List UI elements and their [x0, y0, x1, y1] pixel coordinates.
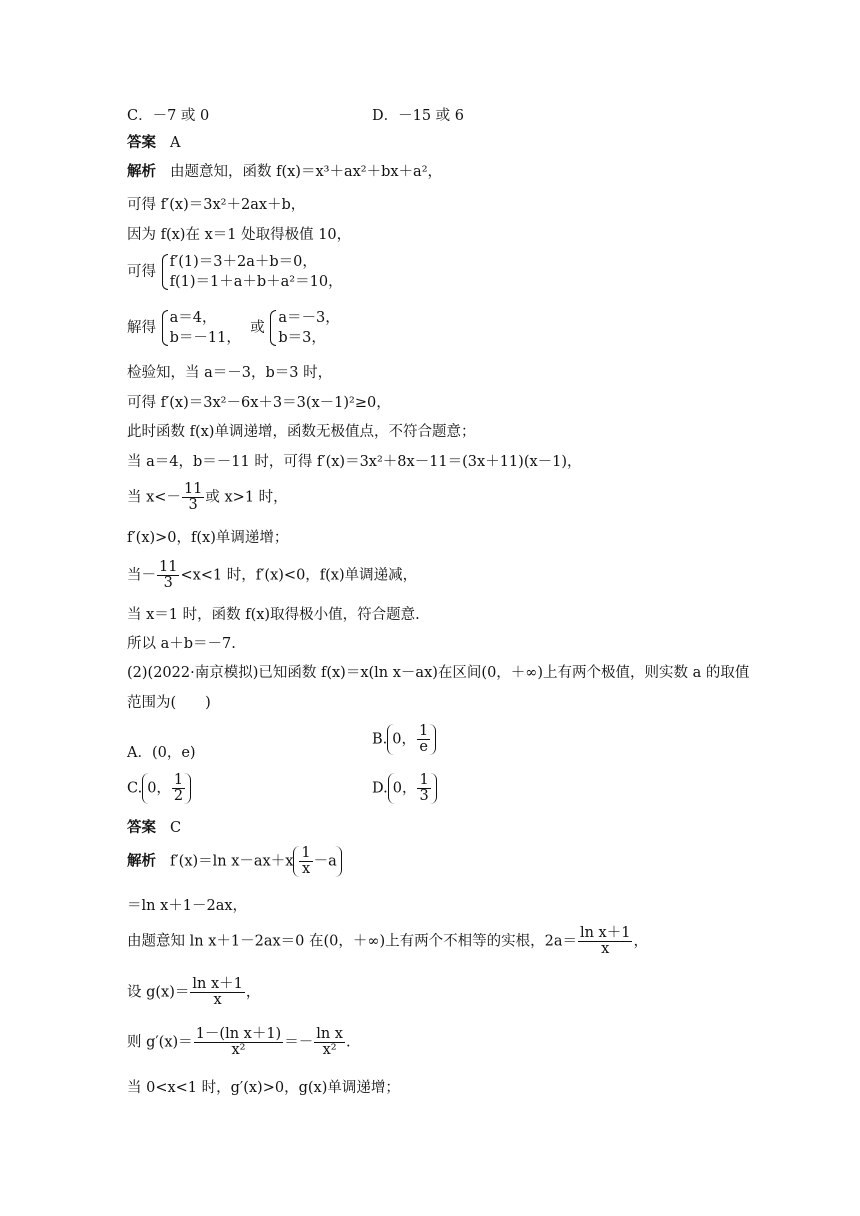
numerator: 1－(ln x＋1)	[195, 1026, 282, 1042]
solution-line: ＝ln x＋1－2ax，	[127, 898, 248, 914]
solution-line: 因为 f(x)在 x＝1 处取得极值 10，	[127, 227, 352, 243]
fraction	[578, 926, 633, 957]
answer-value: A	[170, 135, 181, 151]
solution-line: 检验知，当 a＝－3，b＝3 时，	[127, 365, 333, 381]
denominator: x	[301, 861, 311, 877]
fraction	[157, 560, 179, 591]
solution-line: 可得 f′(x)＝3x²－6x＋3＝3(x－1)²≥0，	[127, 395, 391, 411]
denominator: x	[601, 941, 610, 957]
parenthesized-expression	[293, 846, 341, 877]
option-label: D.	[372, 780, 388, 797]
answer-label: 答案	[127, 820, 156, 836]
solution-text: 解得	[127, 320, 156, 336]
equation: b＝3，	[278, 330, 326, 346]
solution-line: 当 x＝1 时，函数 f(x)取得极小值，符合题意.	[127, 607, 420, 623]
equation: a＝4，	[169, 310, 217, 326]
equation: a＝－3，	[278, 310, 340, 326]
numerator: 1	[301, 845, 311, 861]
equation-system	[161, 252, 343, 292]
fraction	[190, 977, 245, 1008]
interval-start: 0，	[392, 731, 416, 748]
solution-text: .	[345, 1034, 351, 1051]
option-c: C．－7 或 0	[127, 108, 210, 124]
option-label: C.	[127, 780, 143, 797]
solution-line	[127, 846, 342, 877]
solution-text: ，	[245, 984, 261, 1001]
solution-text: <x<1 时，f′(x)<0，f(x)单调递减，	[180, 567, 418, 584]
denominator: 3	[163, 575, 173, 591]
numerator: 1	[419, 723, 429, 739]
equation: f(1)＝1＋a＋b＋a²＝10，	[169, 274, 343, 290]
fraction	[417, 773, 430, 804]
solution-line: 可得 f′(x)＝3x²＋2ax＋b，	[127, 197, 306, 213]
equation: f′(1)＝3＋2a＋b＝0，	[169, 254, 317, 270]
solution-text: 或 x>1 时，	[205, 489, 288, 506]
option-b	[372, 724, 436, 755]
fraction	[299, 846, 312, 877]
solution-text: 或	[250, 320, 265, 336]
solution-line: 当 0<x<1 时，g′(x)>0，g(x)单调递增；	[127, 1080, 400, 1096]
interval-start: 0，	[147, 780, 171, 797]
numerator: ln x＋1	[192, 976, 243, 992]
denominator: x²	[231, 1042, 246, 1058]
fraction	[172, 773, 185, 804]
denominator: 3	[419, 788, 429, 804]
solution-line	[127, 252, 343, 292]
interval	[388, 773, 437, 804]
solution-line	[127, 482, 288, 513]
equation-system	[269, 308, 339, 348]
option-c	[127, 773, 191, 804]
solution-line	[127, 977, 260, 1008]
solution-text: ，	[633, 933, 648, 950]
solution-text: 当－	[127, 567, 156, 584]
equation: b＝－11，	[169, 330, 241, 346]
solution-label: 解析	[127, 853, 156, 870]
solution-line	[127, 926, 648, 957]
solution-text: 当 x<－	[127, 489, 181, 506]
solution-text: 由题意知 ln x＋1－2ax＝0 在(0，＋∞)上有两个不相等的实根，2a＝	[127, 933, 577, 950]
option-a: A．(0，e)	[127, 745, 196, 761]
denominator: 3	[188, 497, 198, 513]
fraction	[194, 1027, 284, 1058]
solution-text: 可得	[127, 264, 156, 280]
fraction	[417, 724, 430, 755]
answer-label: 答案	[127, 135, 156, 151]
solution-text: ＝－	[284, 1034, 314, 1051]
solution-text: 设 g(x)＝	[127, 984, 190, 1001]
solution-line: 此时函数 f(x)单调递增，函数无极值点，不符合题意；	[127, 424, 476, 440]
equation-system	[161, 308, 240, 348]
option-d	[372, 773, 437, 804]
solution-line: 所以 a＋b＝－7.	[127, 636, 236, 652]
solution-line	[127, 308, 340, 348]
fraction	[182, 482, 204, 513]
solution-text: 则 g′(x)＝	[127, 1034, 193, 1051]
interval	[387, 724, 436, 755]
interval	[142, 773, 191, 804]
question-stem: (2)(2022·南京模拟)已知函数 f(x)＝x(ln x－ax)在区间(0，＋∞)上有两个极值，则实数 a 的取值	[127, 665, 750, 681]
interval-start: 0，	[392, 780, 417, 797]
answer-line-2	[127, 819, 181, 837]
answer-line-1	[127, 134, 180, 152]
solution-line: f′(x)>0，f(x)单调递增；	[127, 530, 289, 546]
numerator: ln x	[316, 1026, 343, 1042]
numerator: 1	[173, 772, 184, 788]
fraction	[314, 1027, 345, 1058]
solution-label: 解析	[127, 164, 156, 180]
denominator: 2	[173, 788, 184, 804]
denominator: e	[419, 739, 428, 755]
numerator: ln x＋1	[579, 925, 631, 941]
solution-line	[127, 560, 417, 591]
question-stem: 范围为( )	[127, 695, 211, 711]
solution-text: f′(x)＝ln x－ax＋x	[170, 853, 294, 870]
solution-text: 由题意知，函数 f(x)＝x³＋ax²＋bx＋a²，	[170, 164, 443, 180]
numerator: 11	[159, 559, 178, 575]
option-label: B.	[372, 731, 388, 748]
numerator: 11	[183, 481, 203, 497]
solution-line	[127, 1027, 351, 1058]
denominator: x	[213, 992, 222, 1008]
solution-text: －a	[313, 853, 337, 870]
solution-line	[127, 163, 442, 181]
solution-line: 当 a＝4，b＝－11 时，可得 f′(x)＝3x²＋8x－11＝(3x＋11)(x－1)，	[127, 454, 582, 470]
option-d: D．－15 或 6	[372, 108, 465, 124]
numerator: 1	[419, 772, 429, 788]
answer-value: C	[170, 820, 182, 836]
denominator: x²	[322, 1042, 337, 1058]
